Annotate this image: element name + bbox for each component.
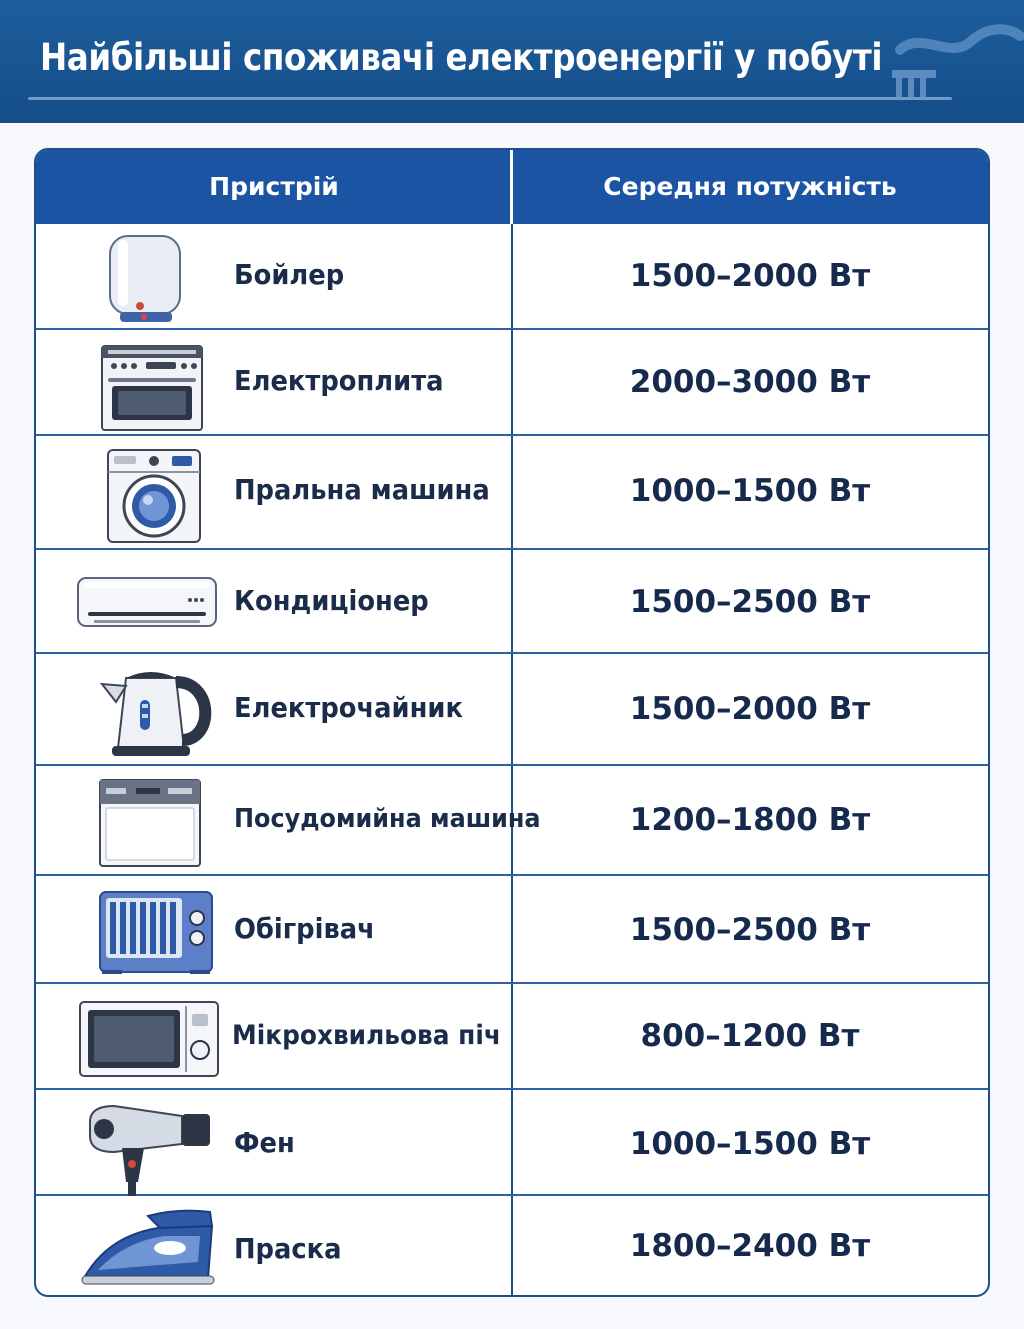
column-header-power: Середня потужність: [603, 172, 897, 201]
device-power: 2000–3000 Вт: [629, 364, 871, 400]
device-power: 1000–1500 Вт: [629, 1126, 871, 1162]
table-row: [36, 436, 988, 550]
table-row: [36, 654, 988, 766]
device-name: Мікрохвильова піч: [232, 1020, 501, 1051]
power-table: [34, 148, 990, 1297]
device-name: Посудомийна машина: [234, 804, 541, 834]
device-name: Електрочайник: [234, 691, 463, 724]
device-name: Праска: [234, 1232, 342, 1265]
device-power: 1200–1800 Вт: [629, 802, 871, 838]
device-name: Фен: [234, 1126, 295, 1159]
water-heater-icon: [104, 230, 188, 326]
table-row: [36, 224, 988, 330]
device-name: Пральна машина: [234, 473, 490, 506]
table-header: [36, 150, 988, 224]
microwave-icon: [78, 1000, 220, 1080]
device-name: Кондиціонер: [234, 584, 429, 617]
device-name: Обігрівач: [234, 912, 375, 945]
device-name: Електроплита: [234, 364, 444, 397]
device-power: 1500–2000 Вт: [629, 691, 871, 727]
washing-machine-icon: [106, 448, 202, 544]
device-power: 800–1200 Вт: [640, 1018, 860, 1054]
table-row: [36, 550, 988, 654]
title-banner: [0, 0, 1024, 123]
device-power: 1500–2500 Вт: [629, 912, 871, 948]
heater-icon: [98, 890, 214, 976]
table-row: [36, 330, 988, 436]
device-power: 1000–1500 Вт: [629, 473, 871, 509]
table-row: [36, 766, 988, 876]
table-row: [36, 984, 988, 1090]
device-name: Бойлер: [234, 258, 345, 291]
table-row: [36, 1196, 988, 1297]
air-conditioner-icon: [76, 576, 220, 632]
electric-kettle-icon: [96, 664, 216, 760]
column-header-device: Пристрій: [209, 172, 339, 201]
device-power: 1500–2000 Вт: [629, 258, 871, 294]
device-power: 1800–2400 Вт: [629, 1228, 871, 1264]
power-plant-icon: [890, 20, 1024, 100]
electric-stove-icon: [100, 344, 206, 432]
page-title: Найбільші споживачі електроенергії у побуті: [40, 36, 883, 79]
title-underline: [28, 97, 952, 100]
hair-dryer-icon: [82, 1102, 214, 1198]
device-power: 1500–2500 Вт: [629, 584, 871, 620]
table-row: [36, 876, 988, 984]
iron-icon: [78, 1206, 218, 1286]
dishwasher-icon: [98, 778, 204, 870]
table-row: [36, 1090, 988, 1196]
